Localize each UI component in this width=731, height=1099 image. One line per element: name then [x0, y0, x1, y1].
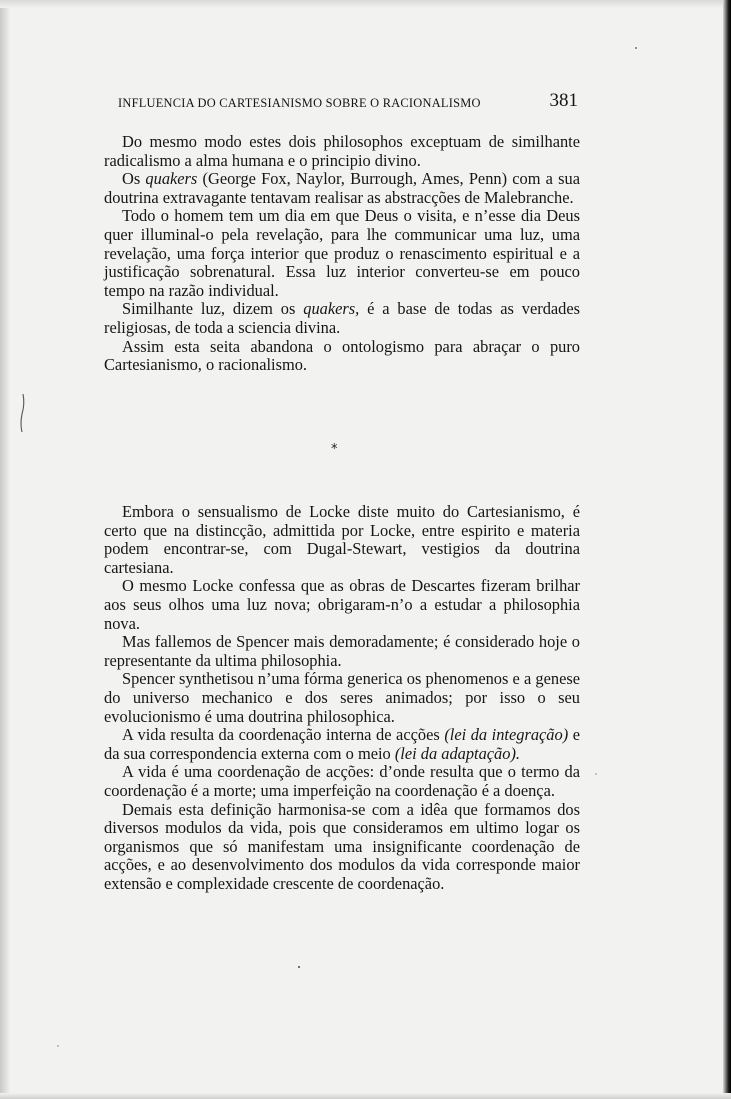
paragraph-text: Mas fallemos de Spencer mais demoradamente; é considerado hoje o representante da ultima philosophia. [104, 632, 580, 670]
paragraph [104, 170, 580, 207]
paragraph-text: Demais esta definição harmonisa-se com a idêa que formamos dos diversos modulos da vida, pois que consideramos em ultimo logar os organismos que só manifestam uma insignificante coordenação de acções, e ao desenvolvimento dos modulos da vida corresponde maior extensão e complexidade crescente de coordenação. [104, 799, 580, 893]
paragraph [104, 503, 580, 577]
paragraph-text: Assim esta seita abandona o ontologismo para abraçar o puro Cartesianismo, o racionalismo. [104, 336, 580, 375]
paragraph [104, 577, 580, 633]
paragraph [104, 633, 580, 670]
paragraph-text: Os [122, 169, 146, 189]
paragraph [104, 726, 580, 763]
paragraph [104, 300, 580, 337]
running-title: INFLUENCIA DO CARTESIANISMO SOBRE O RACIONALISMO [118, 96, 481, 110]
margin-pencil-mark [16, 392, 28, 434]
italic-term: quakers [145, 169, 198, 189]
first-section [104, 133, 580, 375]
paragraph [104, 338, 580, 375]
paragraph-text: Embora o sensualismo de Locke diste muito do Cartesianismo, é certo que na distincção, admittida por Locke, entre espirito e materia podem encontrar-se, com Dugal-Stewart, vestigios da doutrina cartesiana. [104, 502, 580, 577]
paragraph [104, 670, 580, 726]
paragraph-text: O mesmo Locke confessa que as obras de Descartes fizeram brilhar aos seus olhos uma luz nova; obrigaram-n’o a estudar a philosophia nova. [104, 576, 580, 633]
italic-term: (lei da adaptação). [394, 743, 521, 763]
paragraph-text: Similhante luz, dizem os [122, 299, 304, 319]
paragraph [104, 763, 580, 800]
paragraph [104, 801, 580, 894]
paragraph [104, 133, 580, 170]
paragraph-text: (George Fox, Naylor, Burrough, Ames, Penn) com a sua doutrina extravagante tentavam realisar as abstracções de Malebranche. [104, 169, 580, 207]
paragraph [104, 207, 580, 300]
italic-term: quakers, [303, 299, 360, 319]
paragraph-text: Todo o homem tem um dia em que Deus o visita, e n’esse dia Deus quer illuminal-o pela revelação, para lhe communicar uma luz, uma revelação, uma força interior que produz o renascimento espiritual e a justificação sobrenatural. Essa luz interior converteu-se em pouco tempo na razão individual. [104, 206, 580, 300]
paragraph-text: A vida é uma coordenação de acções: d’onde resulta que o termo da coordenação é a morte; uma imperfeição na coordenação é a doença. [104, 762, 580, 800]
paragraph-text: é a base de todas as verdades religiosas, de toda a sciencia divina. [104, 299, 581, 337]
paragraph-text: e da sua correspondencia externa com o meio [104, 725, 580, 763]
paragraph-text: A vida resulta da coordenação interna de acções [122, 725, 445, 745]
paragraph-text: Do mesmo modo estes dois philosophos exceptuam de similhante radicalismo a alma humana e o principio divino. [104, 132, 580, 170]
italic-term: (lei da integração) [444, 725, 569, 745]
second-section [104, 503, 580, 893]
page-number: 381 [549, 90, 578, 111]
paragraph-text: Spencer synthetisou n’uma fórma generica os phenomenos e a genese do universo mechanico e dos seres animados; por isso o seu evolucionismo é uma doutrina philosophica. [104, 669, 580, 726]
section-separator-asterisk: * [331, 442, 338, 457]
